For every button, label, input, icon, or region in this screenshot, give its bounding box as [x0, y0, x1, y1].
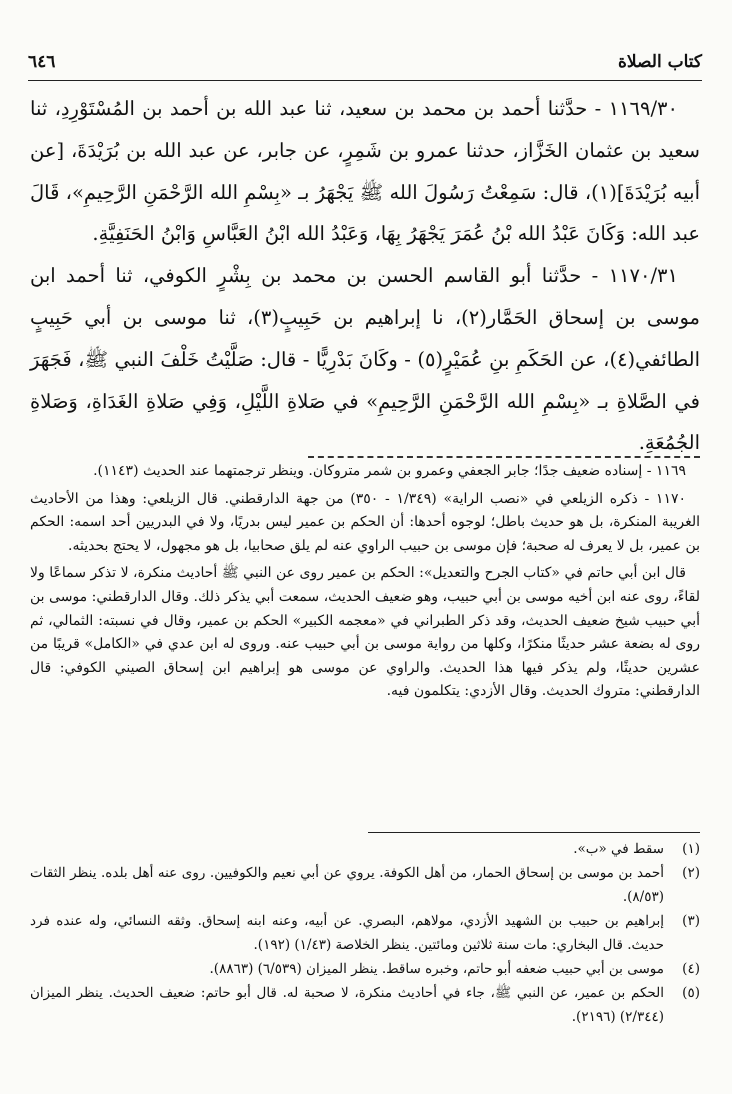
footnote-number: (٤): [682, 961, 700, 978]
footnote-divider: [368, 832, 700, 833]
note-1170-continued: قال ابن أبي حاتم في «كتاب الجرح والتعديل»: الحكم بن عمير روى عن النبي ﷺ أحاديث منكرة، لا تذكر سماعًا ولا لقاءً، روى عنه ابن أخيه موسى بن أبي حبيب، وهو ضعيف الحديث، سمعت أبي يذكر ذلك. وقال الدارقطني: موسى بن أبي حبيب شيخ ضعيف الحديث، وقد ذكر الطبراني في «معجمه الكبير» الحكم بن عمير، وقال في نسبته: الثمالي، ثم روى له بضعة عشر حديثًا منكرًا، وكلها من رواية موسى بن أبي حبيب عنه. وروى له ابن عدي في «الكامل» قريبًا من عشرين حديثًا، ولم يذكر فيها هذا الحديث. والراوي عن موسى هو إبراهيم ابن إسحاق الصيني الكوفي: قال الدارقطني: متروك الحديث. وقال الأزدي: يتكلمون فيه.: [30, 565, 700, 700]
hadith-1169: ١١٦٩/٣٠ - حدَّثنا أحمد بن محمد بن سعيد، ثنا عبد الله بن أحمد بن المُسْتَوْرِدِ، ثنا سعيد بن عثمان الخَزَّاز، حدثنا عمرو بن شَمِرٍ، عن جابر، عن عبد الله بن بُرَيْدَةَ، [عن أبيه بُرَيْدَةَ](١)، قال: سَمِعْتُ رَسُولَ الله ﷺ يَجْهَرُ بـ «بِسْمِ الله الرَّحْمَنِ الرَّحِيمِ»، قَالَ عبد الله: وَكَانَ عَبْدُ الله بْنُ عُمَرَ يَجْهَرُ بِهَا، وَعَبْدُ الله ابْنُ العَبَّاسِ وَابْنُ الحَنَفِيَّةِ.: [30, 97, 700, 246]
footnote-number: (٥): [682, 985, 700, 1002]
page-header: [28, 50, 702, 81]
footnote-number: (١): [682, 841, 700, 857]
footnote: [30, 982, 700, 1029]
section-divider: [308, 456, 700, 458]
hadith-text: [30, 88, 700, 464]
footnote-text: إبراهيم بن حبيب بن الشهيد الأزدي، مولاهم، البصري. عن أبيه، وعنه ابنه إسحاق. وثقه النسائي، وله عنده فرد حديث. قال البخاري: مات سنة ثلاثين ومائتين. ينظر الخلاصة (١/٤٣) (١٩٢).: [30, 913, 664, 953]
footnote-text: أحمد بن موسى بن إسحاق الحمار، من أهل الكوفة. يروي عن أبي نعيم والكوفيين. روى عنه أهل بلده. ينظر الثقات (٨/٥٣).: [30, 865, 664, 905]
footnotes: [30, 838, 700, 1030]
note-1169: ١١٦٩ - إسناده ضعيف جدًا؛ جابر الجعفي وعمرو بن شمر متروكان. وينظر ترجمتهما عند الحديث (١١٤٣).: [93, 463, 686, 479]
note-1170: ١١٧٠ - ذكره الزيلعي في «نصب الراية» (١/٣٤٩ - ٣٥٠) من جهة الدارقطني. قال الزيلعي: وهذا من الأحاديث الغريبة المنكرة، بل هو حديث باطل؛ لوجوه أحدها: أن الحكم بن عمير ليس بدريًا، ولا في البدريين أحد اسمه: الحكم بن عمير، بل لا يعرف له صحبة؛ فإن موسى بن حبيب الراوي عنه لم يلق صحابيا، بل هو مجهول، لا يحتج بحديثه.: [30, 490, 700, 554]
chapter-title: كتاب الصلاة: [617, 52, 702, 72]
footnote-number: (٢): [682, 865, 700, 882]
hadith-1170: ١١٧٠/٣١ - حدَّثنا أبو القاسم الحسن بن محمد بن بِشْرٍ الكوفي، ثنا أحمد ابن موسى بن إسحاق الحَمَّار(٢)، نا إبراهيم بن حَبِيبٍ(٣)، ثنا موسى بن أبي حَبِيبٍ الطائفي(٤)، عن الحَكَمِ بنِ عُمَيْرٍ(٥) - وكَانَ بَدْرِيًّا - قال: صَلَّيْتُ خَلْفَ النبي ﷺ، فَجَهَرَ في الصَّلاةِ بـ «بِسْمِ الله الرَّحْمَنِ الرَّحِيمِ» في صَلاةِ اللَّيْلِ، وَفِي صَلاةِ الغَدَاةِ، وَصَلاةِ الجُمُعَةِ.: [30, 264, 700, 455]
footnote-text: الحكم بن عمير، عن النبي ﷺ، جاء في أحاديث منكرة، لا صحبة له. قال أبو حاتم: ضعيف الحديث. ينظر الميزان (٢/٣٤٤) (٢١٩٦).: [30, 985, 664, 1025]
footnote-text: سقط في «ب».: [573, 841, 664, 857]
footnote: [30, 958, 700, 981]
footnote: [30, 862, 700, 909]
footnote-number: (٣): [682, 913, 700, 930]
footnote: [30, 838, 700, 861]
page-number: ٦٤٦: [28, 52, 56, 72]
footnote-text: موسى بن أبي حبيب ضعفه أبو حاتم، وخبره ساقط. ينظر الميزان (٦/٥٣٩) (٨٨٦٣).: [209, 961, 664, 978]
commentary: [30, 460, 700, 708]
footnote: [30, 910, 700, 957]
